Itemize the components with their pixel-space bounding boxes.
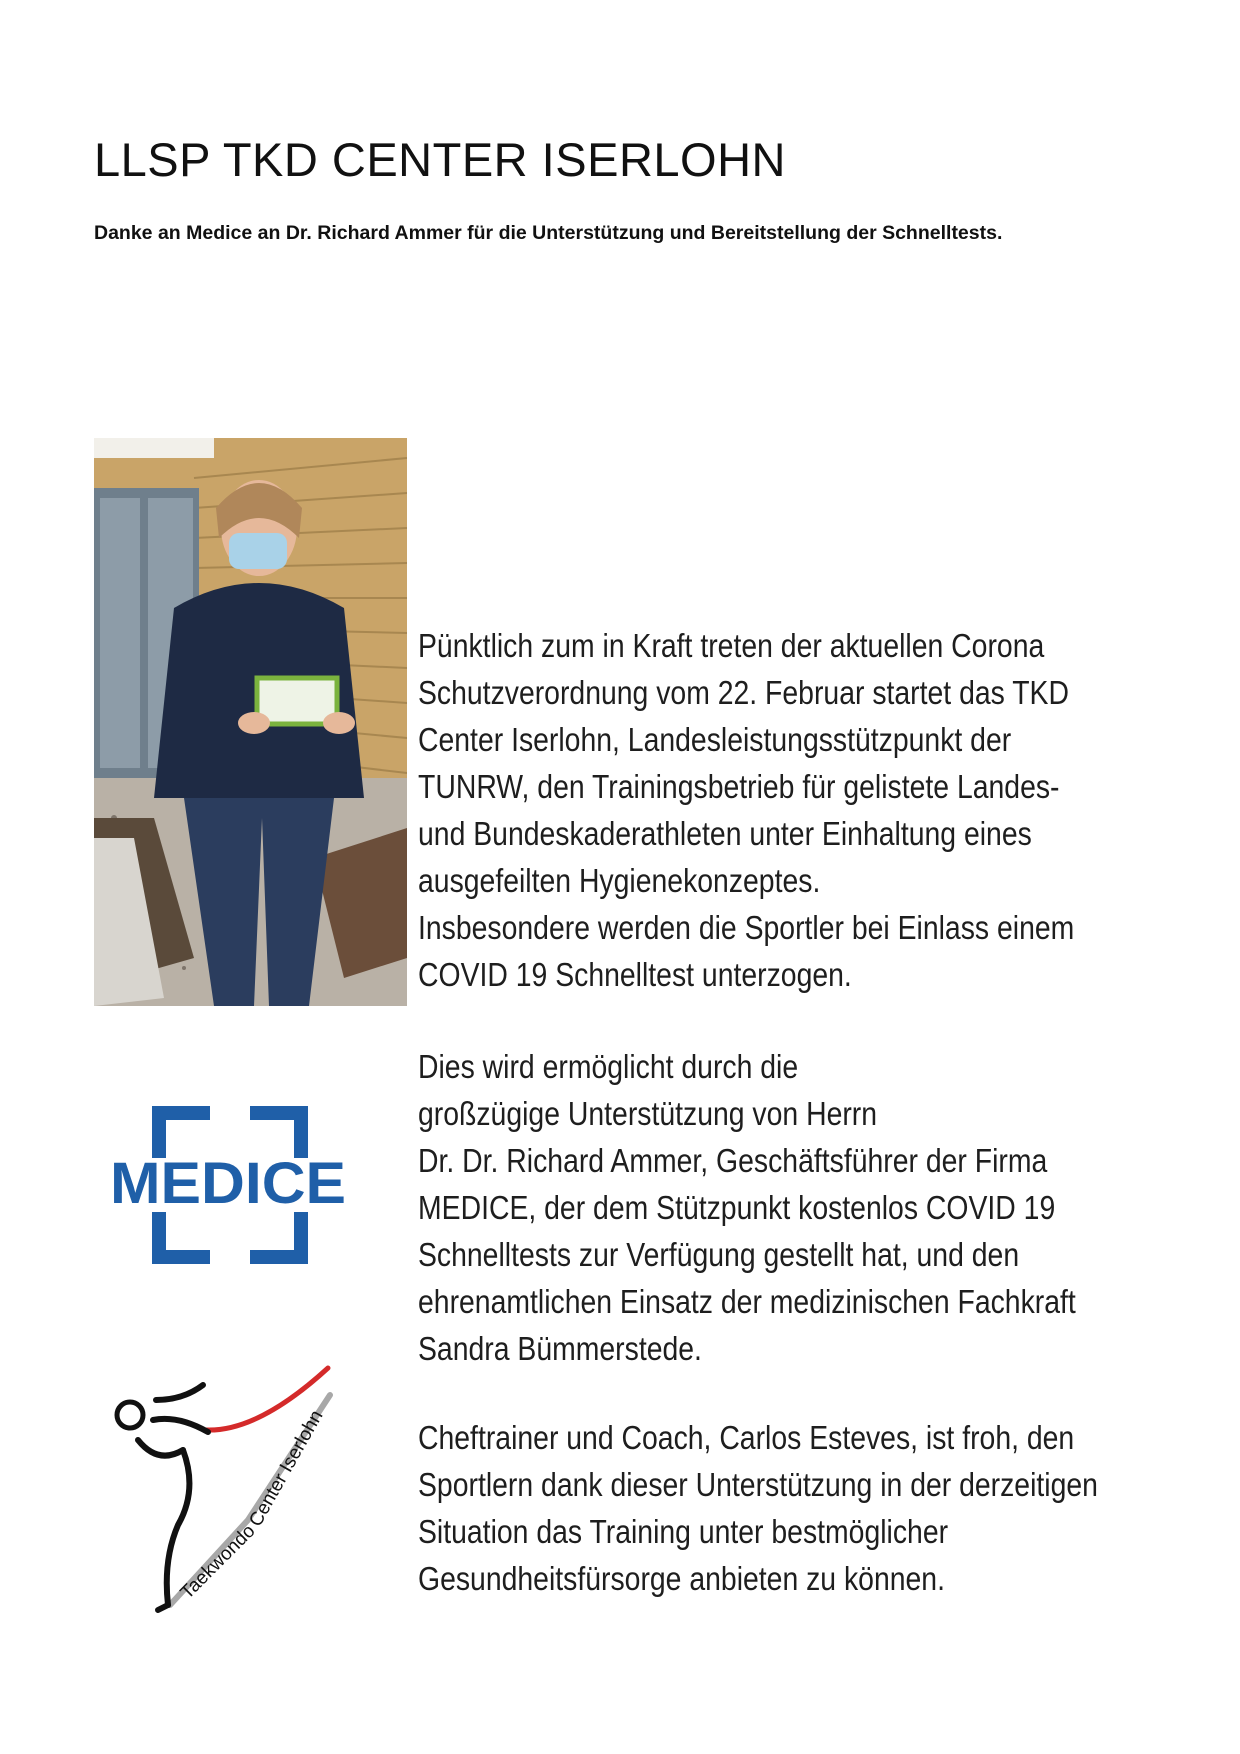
svg-text:Taekwondo Center Iserlohn (177, 1407, 328, 1604)
page-title: LLSP TKD CENTER ISERLOHN (94, 133, 786, 186)
paragraph-text: Pünktlich zum in Kraft treten der aktuellen Corona Schutzverordnung vom 22. Februar startet das TKD Center Iserlohn, Landesleistungsstützpunkt der TUNRW, den Trainingsbetrieb für gelistete Landes- und Bundeskaderathleten unter Einhaltung eines ausgefeilten Hygienekonzeptes. Insbesondere werden die Sportler bei Einlass einem COVID 19 Schnelltest unterzogen. (418, 627, 1075, 993)
medice-logo-text: MEDICE (110, 1151, 346, 1216)
article-paragraph-3 (418, 1414, 1123, 1602)
paragraph-text: Cheftrainer und Coach, Carlos Esteves, ist froh, den Sportlern dank dieser Unterstützung in der derzeitigen Situation das Training unter bestmöglicher Gesundheitsfürsorge anbieten zu können. (418, 1419, 1098, 1597)
paragraph-text: Dies wird ermöglicht durch die großzügige Unterstützung von Herrn Dr. Dr. Richard Ammer, Geschäftsführer der Firma MEDICE, der dem Stützpunkt kostenlos COVID 19 Schnelltests zur Verfügung gestellt hat, und den ehrenamtlichen Einsatz der medizinischen Fachkraft Sandra Bümmerstede. (418, 1048, 1076, 1367)
photo-woman-with-test-box (94, 438, 407, 1006)
page-subtitle: Danke an Medice an Dr. Richard Ammer für die Unterstützung und Bereitstellung der Schnelltests. (94, 222, 1003, 244)
article-paragraph-2 (418, 1043, 1123, 1372)
tkd-logo-arc-text: Taekwondo Center Iserlohn (176, 1406, 328, 1604)
taekwondo-center-logo (108, 1360, 353, 1615)
article-paragraph-1 (418, 622, 1123, 998)
medice-logo (108, 1106, 348, 1264)
